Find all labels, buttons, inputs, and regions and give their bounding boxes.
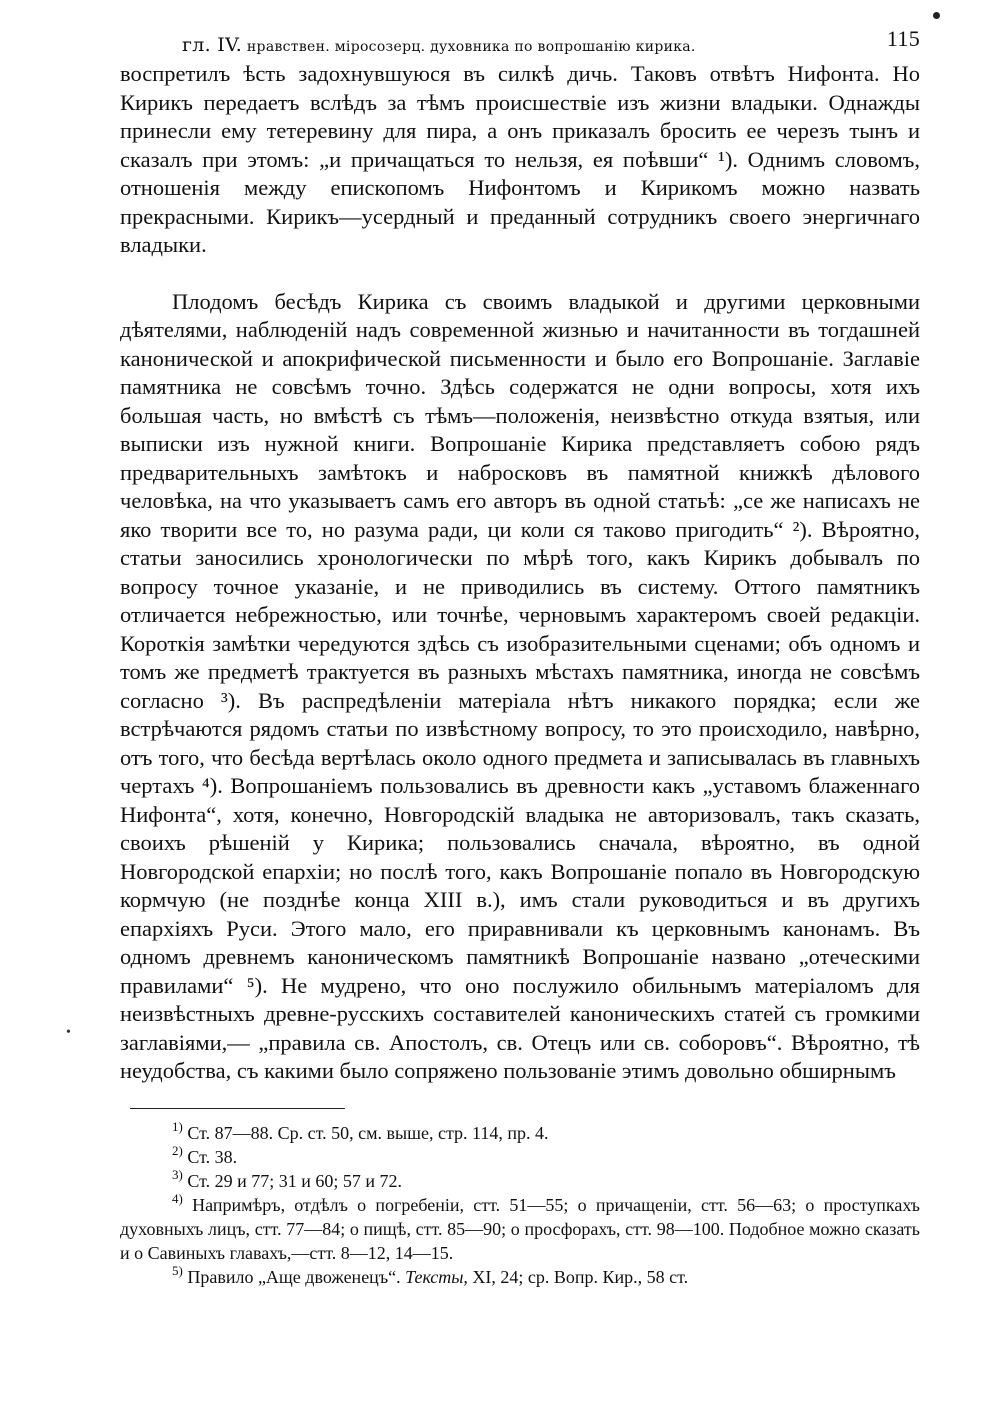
footnote-number: 4) — [172, 1190, 183, 1206]
paragraph-continuation: воспретилъ ѣсть задохнувшуюся въ силкѣ дичь. Таковъ отвѣтъ Нифонта. Но Кирикъ передаетъ вслѣдъ за тѣмъ происшествіе изъ жизни владыки. Однажды принесли ему тетеревину для пира, а онъ приказалъ бросить ее черезъ тынъ и сказалъ при этомъ: „и причащаться то нельзя, ея поѣвши“ ¹). Однимъ словомъ, отношенія между епископомъ Нифонтомъ и Кирикомъ можно назвать прекрасными. Кирикъ—усердный и преданный сотрудникъ своего энергичнаго владыки. — [120, 61, 920, 257]
running-title — [182, 34, 696, 56]
margin-mark: • — [66, 1025, 71, 1040]
paragraph-main: Плодомъ бесѣдъ Кирика съ своимъ владыкой и другими церковными дѣятелями, наблюденій надъ современной жизнью и начитанности въ тогдашней канонической и апокрифической письменности и было его Вопрошаніе. Заглавіе памятника не совсѣмъ точно. Здѣсь содержатся не одни вопросы, хотя ихъ большая часть, но вмѣстѣ съ тѣмъ—положенія, неизвѣстно откуда взятыя, или выписки изъ нужной книги. Вопрошаніе Кирика представляетъ собою рядъ предварительныхъ замѣтокъ и набросковъ въ памятной книжкѣ дѣлового человѣка, на что указываетъ самъ его авторъ въ одной статьѣ: „се же написахъ не яко творити все то, но разума ради, ци коли ся таково пригодить“ ²). Вѣроятно, статьи заносились хронологически по мѣрѣ того, какъ Кирикъ добывалъ по вопросу точное указаніе, и не приводились въ систему. Оттого памятникъ отличается небрежностью, или точнѣе, черновымъ характеромъ своей редакціи. Короткія замѣтки чередуются здѣсь съ изобразительными сценами; объ одномъ и томъ же предметѣ трактуется въ разныхъ мѣстахъ памятника, иногда не совсѣмъ согласно ³). Въ распредѣленіи матеріала нѣтъ никакого порядка; если же встрѣчаются рядомъ статьи по извѣстному вопросу, то это происходило, навѣрно, отъ того, что бесѣда вертѣлась около одного предмета и записывалась въ главныхъ чертахъ ⁴). Вопрошаніемъ пользовались въ древности какъ „уставомъ блаженнаго Нифонта“, хотя, конечно, Новгородскій владыка не авторизовалъ, такъ сказать, своихъ рѣшеній у Кирика; пользовались сначала, вѣроятно, въ одной Новгородской епархіи; но послѣ того, какъ Вопрошаніе попало въ Новгородскую кормчую (не позднѣе конца XIII в.), имъ стали руководиться и въ другихъ епархіяхъ Руси. Этого мало, его приравнивали къ церковнымъ канонамъ. Въ одномъ древнемъ каноническомъ памятникѣ Вопрошаніе названо „отеческими правилами“ ⁵). Не мудрено, что оно послужило обильнымъ матеріаломъ для неизвѣстныхъ древне-русскихъ составителей каноническихъ статей съ громкими заглавіями,— „правила св. Апостолъ, св. Отецъ или св. соборовъ“. Вѣроятно, тѣ неудобства, съ какими было сопряжено пользованіе этимъ довольно обширнымъ — [120, 288, 920, 1083]
footnote-text: Ст. 29 и 77; 31 и 60; 57 и 72. — [187, 1170, 403, 1191]
footnote-text: Ст. 38. — [187, 1146, 238, 1167]
footnotes — [120, 1118, 920, 1289]
footnote-number: 1) — [172, 1118, 183, 1134]
footnote-4 — [120, 1190, 920, 1265]
chapter-label: гл. IV. — [182, 34, 243, 56]
footnote-divider — [130, 1108, 345, 1109]
footnote-text-tail: XI, 24; ср. Вопр. Кир., 58 ст. — [467, 1266, 689, 1287]
footnote-text: Правило „Аще двоженецъ“. — [187, 1266, 406, 1287]
footnote-text: Ст. 87—88. Ср. ст. 50, см. выше, стр. 114, пр. 4. — [187, 1122, 549, 1143]
footnote-text: Напримѣръ, отдѣлъ о погребеніи, стт. 51—55; о причащеніи, стт. 56—63; о проступкахъ духовныхъ лицъ, стт. 77—84; о пищѣ, стт. 85—90; о просфорахъ, стт. 98—100. Подобное можно сказать и о Савиныхъ главахъ,—стт. 8—12, 14—15. — [120, 1194, 920, 1263]
book-page — [120, 22, 920, 1289]
page-number: 115 — [886, 26, 920, 51]
footnote-number: 5) — [172, 1262, 183, 1278]
footnote-5 — [120, 1262, 920, 1289]
footnote-italic-title: Тексты, — [405, 1266, 468, 1287]
header-title: нравствен. міросозерц. духовника по вопрошанію кирика. — [246, 39, 696, 55]
ink-dot-mark — [933, 12, 940, 19]
running-header — [120, 22, 920, 60]
footnote-3 — [120, 1166, 920, 1193]
footnote-number: 3) — [172, 1166, 183, 1182]
footnote-1 — [120, 1118, 920, 1145]
footnote-2 — [120, 1142, 920, 1169]
footnote-number: 2) — [172, 1142, 183, 1158]
